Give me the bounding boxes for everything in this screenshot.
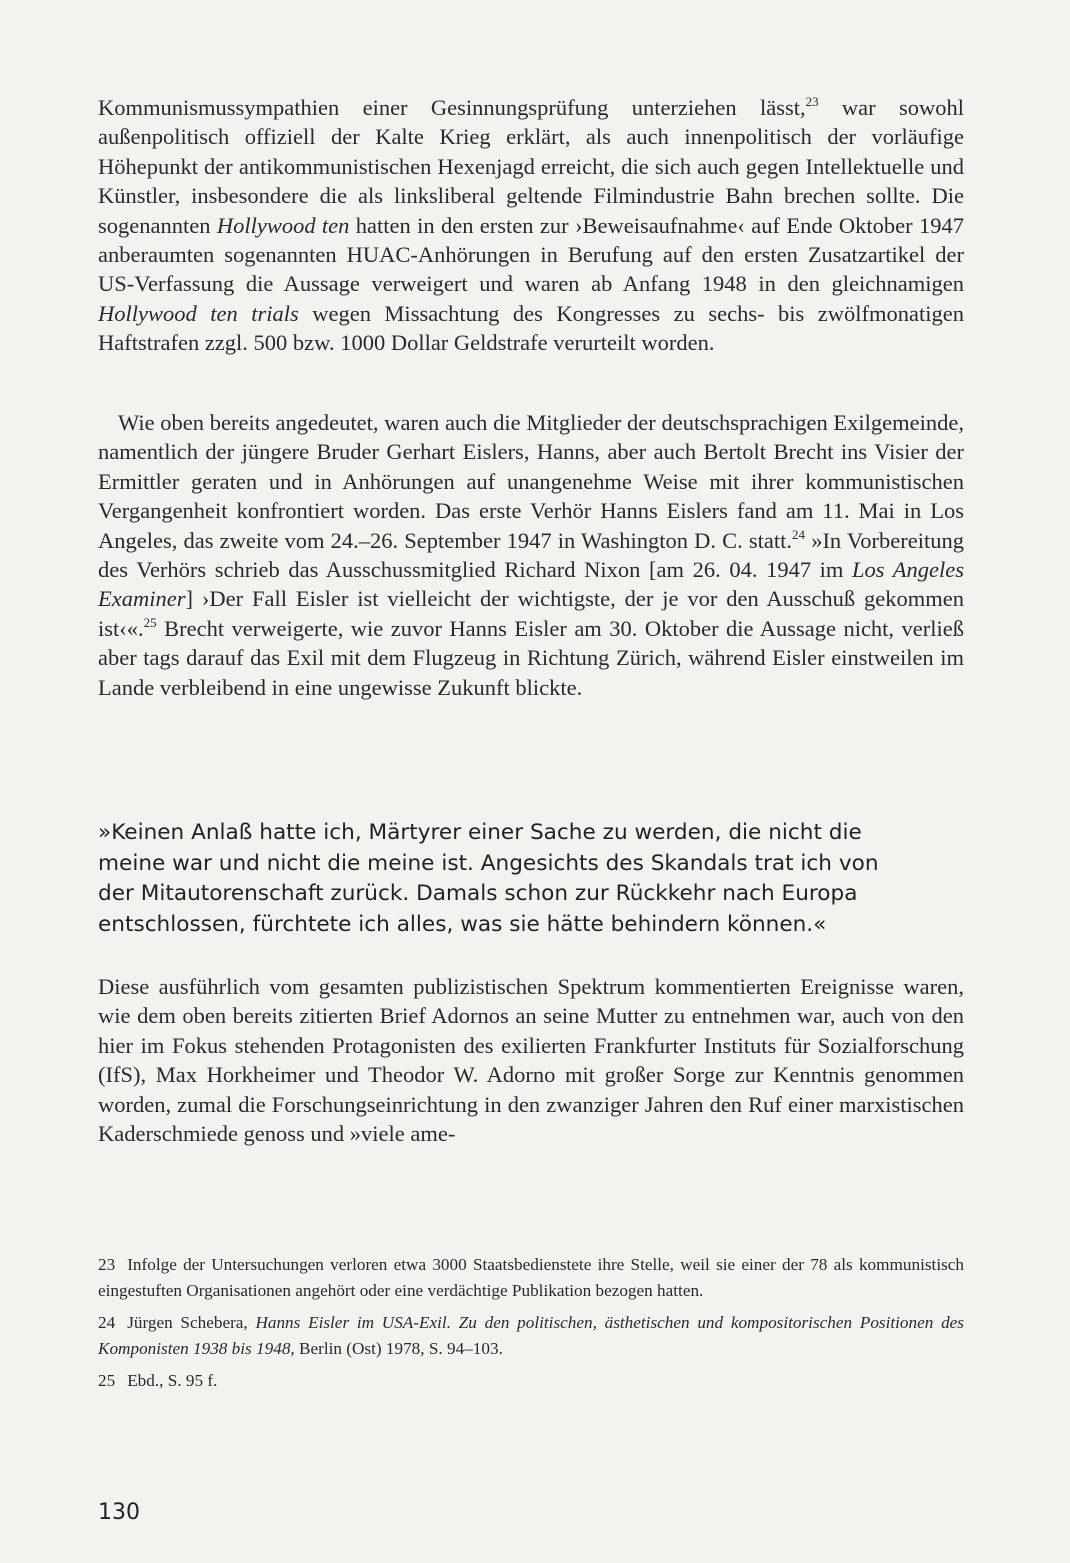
text-run: Diese ausführlich vom gesamten publizistischen Spektrum kommentierten Ereignisse waren, wie dem oben bereits zitierten Brief Adornos an seine Mutter zu entnehmen war, auch von den hier im Fokus stehenden Protagonisten des exilierten Frankfurter Instituts für Sozialforschung (IfS), Max Horkheimer und Theodor W. Adorno mit großer Sorge zur Kenntnis genommen worden, zumal die Forschungseinrichtung in den zwanziger Jahren den Ruf einer marxistischen Kaderschmiede genoss und »viele ame- bbox=[98, 974, 964, 1147]
footnote-text bbox=[98, 1255, 964, 1300]
footnote-text bbox=[127, 1371, 217, 1390]
italic-text: Hollywood ten trials bbox=[98, 300, 299, 326]
footnote-ref: 24 bbox=[792, 526, 806, 542]
footnote-number: 25 bbox=[98, 1371, 116, 1390]
body-paragraph-2 bbox=[98, 408, 964, 702]
text-run: , Berlin (Ost) 1978, S. 94–103. bbox=[290, 1339, 503, 1358]
footnotes bbox=[98, 1252, 964, 1400]
text-run: hatten in den ersten zur ›Beweisaufnahme‹ auf Ende Oktober 1947 anberaumten sogenannten HUAC-Anhörungen in Berufung auf den ersten Zusatzartikel der US-Verfassung die Aussage verweigert und waren ab Anfang 1948 in den gleichnamigen bbox=[98, 212, 965, 297]
text-run: war sowohl außenpolitisch offiziell der Kalte Krieg erklärt, als auch innenpolitisch der vorläufige Höhepunkt der antikommunistischen Hexenjagd erreicht, die sich auch gegen Intellektuelle und Künstler, insbesondere die als linksliberal geltende Filmindustrie Bahn brechen sollte. Die sogenannten bbox=[98, 95, 964, 238]
text-run: wegen Missachtung des Kongresses zu sechs- bis zwölfmonatigen Haftstrafen zzgl. 500 bzw. 1000 Dollar Geldstrafe verurteilt worden. bbox=[98, 300, 965, 356]
text-run: ] ›Der Fall Eisler ist vielleicht der wichtigste, der je vor den Ausschuß gekommen ist‹«. bbox=[98, 586, 964, 641]
text-run: Brecht verweigerte, wie zuvor Hanns Eisler am 30. Oktober die Aussage nicht, verließ aber tags darauf das Exil mit dem Flugzeug in Richtung Zürich, während Eisler einstweilen im Lande verbleibend in eine ungewisse Zukunft blickte. bbox=[98, 615, 964, 700]
text-run: Wie oben bereits angedeutet, waren auch die Mitglieder der deutschsprachigen Exilgemeinde, namentlich der jüngere Bruder Gerhart Eislers, Hanns, aber auch Bertolt Brecht ins Visier der Ermittler geraten und in Anhörungen auf unangenehme Weise mit ihrer kommunistischen Vergangenheit konfrontiert worden. Das erste Verhör Hanns Eislers fand am 11. Mai in Los Angeles, das zweite vom 24.–26. September 1947 in Washington D. C. statt. bbox=[98, 410, 964, 553]
italic-text: Hollywood ten bbox=[216, 212, 350, 238]
quote-line: der Mitautorenschaft zurück. Damals schon zur Rückkehr nach Europa bbox=[98, 881, 858, 906]
footnote-ref: 25 bbox=[143, 614, 157, 630]
text-run: Jürgen Schebera, bbox=[127, 1313, 256, 1332]
text-run: Kommunismussympathien einer Gesinnungsprüfung unterziehen lässt, bbox=[98, 95, 806, 120]
text-run: Infolge der Untersuchungen verloren etwa 3000 Staatsbedienstete ihre Stelle, weil sie einer der 78 als kommunistisch eingestuften Organisationen angehört oder eine verdächtige Publikation bezogen hatten. bbox=[98, 1255, 964, 1300]
italic-text: Los Angeles Examiner bbox=[98, 557, 964, 612]
footnote-25 bbox=[98, 1368, 964, 1394]
body-paragraph-3 bbox=[98, 972, 964, 1148]
footnote-text bbox=[98, 1313, 964, 1358]
italic-text: Hanns Eisler im USA-Exil. Zu den politischen, ästhetischen und kompositorischen Positionen des Komponisten 1938 bis 1948 bbox=[98, 1313, 964, 1358]
text-run: »In Vorbereitung des Verhörs schrieb das Ausschussmitglied Richard Nixon [am 26. 04. 1947 im bbox=[98, 527, 964, 583]
footnote-24 bbox=[98, 1310, 964, 1362]
quote-line: entschlossen, fürchtete ich alles, was sie hätte behindern können.« bbox=[98, 911, 827, 937]
quote-line: meine war und nicht die meine ist. Angesichts des Skandals trat ich von bbox=[98, 850, 879, 876]
footnote-23 bbox=[98, 1252, 964, 1304]
body-paragraph-1 bbox=[98, 93, 964, 358]
quote-line: »Keinen Anlaß hatte ich, Märtyrer einer Sache zu werden, die nicht die bbox=[98, 820, 862, 845]
page-number: 130 bbox=[98, 1500, 140, 1525]
footnote-number: 23 bbox=[98, 1255, 116, 1274]
block-quote bbox=[98, 818, 928, 940]
footnote-number: 24 bbox=[98, 1313, 116, 1332]
text-run: Ebd., S. 95 f. bbox=[127, 1371, 218, 1390]
footnote-ref: 23 bbox=[805, 94, 819, 109]
